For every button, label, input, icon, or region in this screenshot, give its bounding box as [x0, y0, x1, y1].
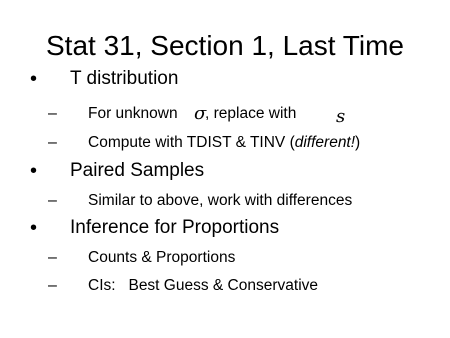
sub-item-emphasis: different! [294, 134, 356, 151]
sub-item-text [88, 133, 360, 153]
bullet-text: T distribution [70, 68, 179, 89]
bullet-text: Inference for Proportions [70, 217, 280, 238]
bullet-text: Paired Samples [70, 160, 205, 181]
sub-item-text: Similar to above, work with differences [88, 192, 353, 209]
dash-icon: – [48, 249, 57, 266]
bullet-icon: • [30, 68, 38, 90]
dash-icon: – [48, 192, 57, 209]
sub-item-text-after: ) [355, 134, 361, 151]
bullet-icon: • [30, 217, 38, 239]
dash-icon: – [48, 105, 57, 122]
sub-item-text: Counts & Proportions [88, 249, 236, 266]
dash-icon: – [48, 277, 57, 294]
slide-title: Stat 31, Section 1, Last Time [46, 30, 404, 61]
sub-item-text: CIs: Best Guess & Conservative [88, 277, 319, 294]
bullet-icon: • [30, 160, 38, 182]
sigma-symbol: σ [194, 103, 207, 124]
sub-item-text: For unknown [88, 105, 178, 122]
dash-icon: – [48, 134, 57, 151]
sub-item-text-middle: , replace with [205, 105, 297, 122]
s-symbol: s [336, 106, 346, 127]
sub-item-text-before: Compute with TDIST & TINV ( [88, 134, 295, 151]
